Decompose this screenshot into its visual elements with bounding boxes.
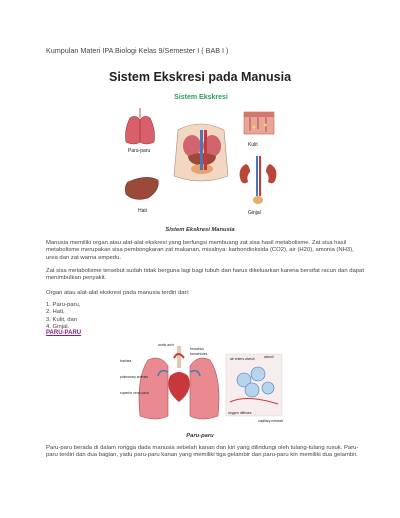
label-bronchus: bronchus — [190, 347, 204, 351]
paragraph-toxins: Zat sisa metabolisme tersebut sudah tidak berguna lagi bagi tubuh dan harus dikeluarkan karena bersifat racun dan dapat menimbulkan penyakit. — [46, 268, 364, 282]
list-item: 1. Paru-paru, — [46, 302, 81, 308]
torso-organs-image — [174, 124, 228, 181]
lungs-anatomy-image — [139, 346, 219, 419]
label-air-enters: air enters alveoli — [230, 357, 255, 361]
paragraph-intro: Manusia memiliki organ atau alat-alat ekskresi yang berfungsi membuang zat sisa hasil metabolisme. Zat sisa hasil metabolisme merupakan sisa pembongkaran zat makanan, misalnya: karbondioksida (CO2), air (H20), amonia (NH3), urea dan zat warna empedu. — [46, 240, 354, 261]
kidney-image — [240, 156, 277, 204]
figure1-caption: Sistem Ekskresi Manusia — [165, 227, 235, 233]
alveoli-closeup-image — [226, 354, 282, 416]
figure2-caption: Paru-paru — [186, 433, 214, 439]
section-link-paru-paru[interactable]: PARU-PARU — [46, 330, 82, 336]
label-aorta: aortic arch — [158, 343, 174, 347]
lungs-image — [126, 108, 155, 144]
label-oxygen-diffuses: oxygen diffuses — [228, 411, 252, 415]
label-alveoli: alveoli — [264, 355, 274, 359]
lungs-label: Paru-paru — [128, 148, 151, 154]
label-superior-vena-cava: superior vena cava — [120, 391, 149, 395]
list-item: 4. Ginjal. — [46, 323, 70, 330]
lungs-diagram — [118, 342, 286, 430]
paragraph-organs: Organ atau alat-alat ekskresi pada manusia terdiri dari: — [46, 290, 190, 296]
kidney-label: Ginjal — [248, 210, 261, 216]
article-title: Sistem Ekskresi pada Manusia — [108, 70, 292, 84]
label-capillary-network: capillary network — [258, 419, 284, 423]
label-bronchioles: bronchioles — [190, 352, 208, 356]
list-item: 3. Kulit, dan — [46, 316, 78, 323]
list-item: 2. Hati, — [46, 309, 65, 316]
paragraph-lungs: Paru-paru berada di dalam rongga dada manusia sebelah kanan dan kiri yang dilindungi oleh tulang-tulang rusuk. Paru-paru terdiri dan dua bagian, yadu paru-paru kanan yang memiliki tiga gelambir dan paru-paru kin memiliki dua gelambir. — [46, 445, 359, 459]
skin-image — [244, 112, 274, 134]
organ-list — [46, 302, 80, 331]
label-trachea: trachea — [120, 359, 132, 363]
skin-label: Kulit — [248, 142, 258, 148]
liver-label: Hati — [138, 208, 147, 214]
figure1-banner: Sistem Ekskresi — [174, 94, 228, 101]
label-pulmonary-arteries: pulmonary arteries — [120, 375, 149, 379]
page-header: Kumpulan Materi IPA Biologi Kelas 9/Semester I ( BAB I ) — [46, 46, 229, 55]
liver-image — [125, 177, 158, 199]
excretory-system-figure — [120, 90, 282, 220]
